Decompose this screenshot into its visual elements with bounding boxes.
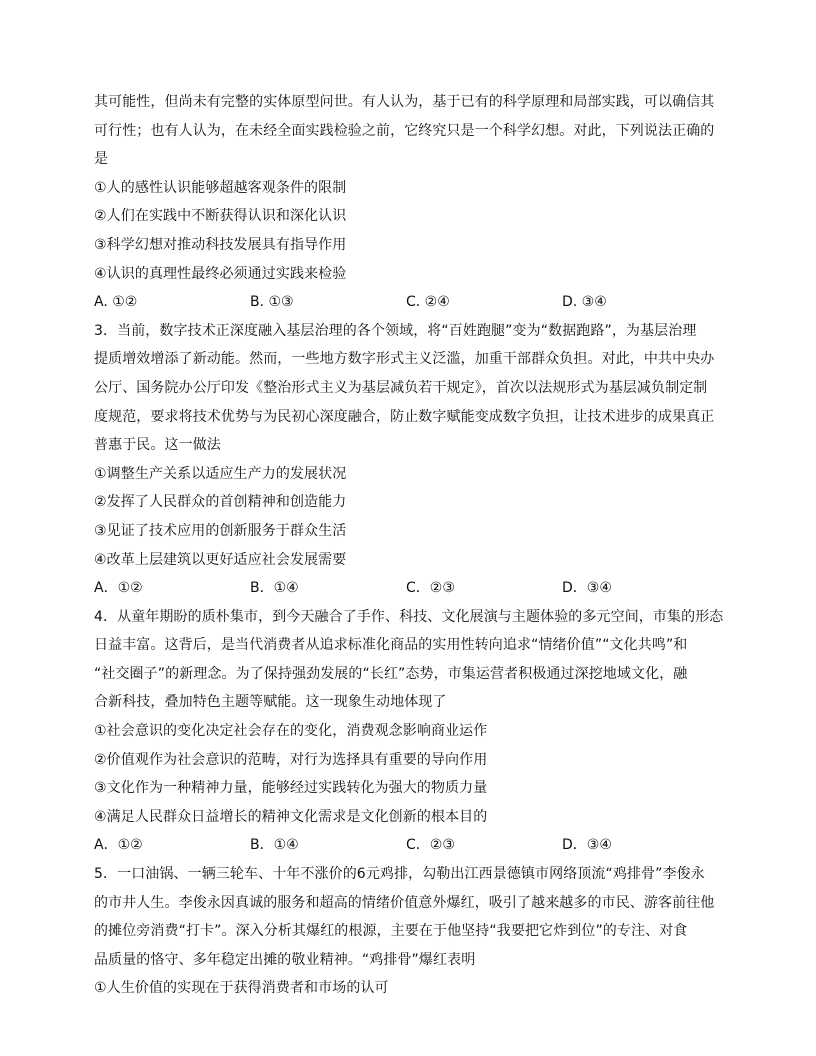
choice-b: B．①④ <box>250 837 299 854</box>
question-3 <box>94 317 726 603</box>
statement-option: ①人的感性认识能够超越客观条件的限制 <box>94 179 347 196</box>
statement-option: ①人生价值的实现在于获得消费者和市场的认可 <box>94 980 389 997</box>
choice-a: A. ①② <box>94 294 138 311</box>
question-5 <box>94 860 726 1003</box>
question-stem-line: 合新科技，叠加特色主题等赋能。这一现象生动地体现了 <box>94 694 447 711</box>
question-stem-line: “社交圈子”的新理念。为了保持强劲发展的“长红”态势，市集运营者积极通过深挖地域文化，融 <box>94 665 688 682</box>
answer-choices <box>94 574 726 603</box>
question-stem-line: 4．从童年期盼的质朴集市，到今天融合了手作、科技、文化展演与主题体验的多元空间，市集的形态 <box>94 608 724 625</box>
statement-option: ④满足人民群众日益增长的精神文化需求是文化创新的根本目的 <box>94 808 488 825</box>
question-stem-line: 公厅、国务院办公厅印发《整治形式主义为基层减负若干规定》，首次以法规形式为基层减负制定制 <box>94 379 708 396</box>
statement-option: ③文化作为一种精神力量，能够经过实践转化为强大的物质力量 <box>94 780 488 797</box>
statement-option: ①调整生产关系以适应生产力的发展状况 <box>94 465 347 482</box>
question-stem-line: 5．一口油锅、一辆三轮车、十年不涨价的6元鸡排，勾勒出江西景德镇市网络顶流“鸡排骨”李俊永 <box>94 866 705 883</box>
question-4 <box>94 603 726 860</box>
answer-choices <box>94 831 726 860</box>
question-stem-line: 可行性；也有人认为，在未经全面实践检验之前，它终究只是一个科学幻想。对此，下列说法正确的 <box>94 122 715 139</box>
question-stem-line: 普惠于民。这一做法 <box>94 437 221 454</box>
choice-b: B. ①③ <box>250 294 294 311</box>
question-stem-line: 其可能性，但尚未有完整的实体原型问世。有人认为，基于已有的科学原理和局部实践，可以确信其 <box>94 94 715 110</box>
question-stem-line: 的市井人生。李俊永因真诚的服务和超高的情绪价值意外爆红，吸引了越来越多的市民、游客前往他 <box>94 894 715 911</box>
statement-option: ③见证了技术应用的创新服务于群众生活 <box>94 522 347 539</box>
question-stem-line: 3．当前，数字技术正深度融入基层治理的各个领域，将“百姓跑腿”变为“数据跑路”，为基层治理 <box>94 322 697 339</box>
question-stem-line: 度规范，要求将技术优势与为民初心深度融合，防止数字赋能变成数字负担，让技术进步的成果真正 <box>94 408 715 425</box>
choice-b: B．①④ <box>250 580 299 597</box>
question-stem-line: 日益丰富。这背后，是当代消费者从追求标准化商品的实用性转向追求“情绪价值”“文化共鸣”和 <box>94 637 688 654</box>
choice-a: A．①② <box>94 837 143 854</box>
choice-c: C. ②④ <box>406 294 450 311</box>
statement-option: ①社会意识的变化决定社会存在的变化，消费观念影响商业运作 <box>94 723 488 740</box>
question-stem-line: 的摊位旁消费“打卡”。深入分析其爆红的根源，主要在于他坚持“我要把它炸到位”的专注、对食 <box>94 923 688 940</box>
question-2 <box>94 88 726 317</box>
exam-page <box>94 88 726 1003</box>
statement-option: ②发挥了人民群众的首创精神和创造能力 <box>94 494 347 511</box>
statement-option: ②人们在实践中不断获得认识和深化认识 <box>94 208 347 225</box>
statement-option: ②价值观作为社会意识的范畴，对行为选择具有重要的导向作用 <box>94 751 488 768</box>
choice-d: D．③④ <box>562 580 612 597</box>
question-stem-line: 提质增效增添了新动能。然而，一些地方数字形式主义泛滥，加重干部群众负担。对此，中共中央办 <box>94 351 715 368</box>
choice-d: D．③④ <box>562 837 612 854</box>
choice-d: D. ③④ <box>562 294 607 311</box>
choice-c: C．②③ <box>406 580 455 597</box>
statement-option: ④认识的真理性最终必须通过实践来检验 <box>94 265 347 282</box>
question-stem-line: 品质量的恪守、多年稳定出摊的敬业精神。“鸡排骨”爆红表明 <box>94 951 476 968</box>
choice-a: A．①② <box>94 580 143 597</box>
statement-option: ④改革上层建筑以更好适应社会发展需要 <box>94 551 347 568</box>
answer-choices <box>94 288 726 317</box>
choice-c: C．②③ <box>406 837 455 854</box>
question-stem-line: 是 <box>94 151 109 168</box>
statement-option: ③科学幻想对推动科技发展具有指导作用 <box>94 236 347 253</box>
